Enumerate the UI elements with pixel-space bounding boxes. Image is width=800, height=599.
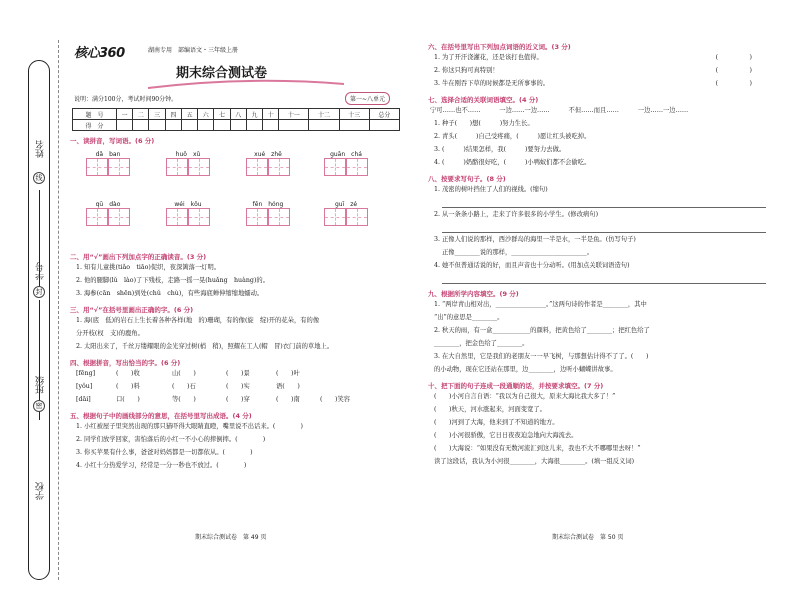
s7-line: 1. 种子( )想( )努力生长。	[434, 120, 534, 127]
pinyin-text: fēn hóng	[252, 201, 284, 208]
pinyin-grid	[66, 145, 406, 247]
writing-box[interactable]	[268, 208, 290, 226]
s3-line: 1. 海(底 低)的岩石上生长着各种各样(地 的)珊瑚，有的像(旋 绽)开的花朵，有的像	[76, 317, 320, 324]
section-10-title: 十、把下面的句子连成一段通顺的话，并按要求填空。(7 分)	[428, 382, 604, 390]
pinyin-text: qū dào	[95, 201, 121, 208]
pinyin-text: huǒ xǔ	[175, 151, 201, 158]
s2-line: 1. 知有儿童挑(tiǎo tiāo)促织，夜深篱落一灯明。	[76, 264, 221, 271]
writing-box[interactable]	[268, 158, 290, 176]
s8-line: 2. 从一条条小路上，走来了许多很多的小学生。(修改病句)	[434, 211, 599, 218]
pinyin-item	[86, 149, 130, 176]
s5-line: 4. 小红十分热爱学习，经常是一分一秒也不放过。( )	[76, 462, 247, 469]
pinyin-item	[166, 149, 210, 176]
score-table	[72, 108, 400, 131]
left-page-footer: 期末综合测试卷 第 49 页	[195, 534, 267, 541]
right-page-footer: 期末综合测试卷 第 50 页	[552, 534, 624, 541]
score-cell[interactable]	[149, 120, 165, 131]
writing-box[interactable]	[108, 158, 130, 176]
score-cell[interactable]	[339, 120, 369, 131]
score-header-cell: 题 号	[73, 109, 117, 120]
writing-box[interactable]	[346, 158, 368, 176]
writing-box[interactable]	[166, 208, 188, 226]
score-table-score-row	[73, 120, 400, 131]
s2-line: 2. 他的腿脚(lǔ lào)了下残枝，走路一摇一晃(huǎng huàng)的。	[76, 277, 270, 284]
score-cell[interactable]	[263, 120, 279, 131]
score-header-cell: 九	[246, 109, 262, 120]
score-header-cell: 十三	[339, 109, 369, 120]
score-header-cell: 三	[149, 109, 165, 120]
s4-pinyin: [dāi]	[76, 396, 91, 403]
score-cell[interactable]	[198, 120, 214, 131]
pinyin-item	[86, 199, 130, 226]
s3-line: 分开枝(杈 支)的鹿角。	[76, 330, 144, 337]
pinyin-text: guān chá	[330, 151, 362, 158]
s10-line: ( )小河自言自语：“我以为自己很大，原来大海比我大多了！”	[434, 393, 616, 400]
student-id-label: 学号	[36, 262, 46, 280]
pinyin-item	[324, 199, 368, 226]
s4-blank[interactable]: ( )景	[226, 370, 250, 377]
s3-line: 2. 太阳出来了，千丝万缕耀眼的金光穿过树(梢 稍)，照耀在工人(帽 冒)衣门前的草地上。	[76, 343, 334, 350]
s4-table	[66, 367, 406, 406]
score-header-cell: 十	[263, 109, 279, 120]
s6-line	[434, 64, 774, 77]
score-header-cell: 八	[230, 109, 246, 120]
s2-line: 3. 海参(cān shēn)到处(chǔ chù)，有些海底蝉伸缩缩地蠕动。	[76, 290, 264, 297]
section-1-title: 一、读拼音，写词语。(6 分)	[70, 137, 155, 145]
s4-pinyin: [yǒu]	[76, 383, 93, 390]
score-header-cell: 四	[165, 109, 181, 120]
score-cell[interactable]	[246, 120, 262, 131]
pinyin-item	[324, 149, 368, 176]
pinyin-item	[246, 149, 290, 176]
s10-line: ( )小河很骄傲，它日日夜夜迫急地向大海流去。	[434, 432, 578, 439]
pinyin-item	[246, 199, 290, 226]
s10-line: 读了这段话，我认为小河很________，大海很________。(填一组反义词)	[434, 458, 635, 465]
page-title: 期末综合测试卷	[176, 66, 268, 81]
school-label: 学校	[36, 482, 46, 500]
s6-text: 1. 为了开汗浇灌花，还是该打也值得。	[434, 54, 543, 61]
pinyin-item	[166, 199, 210, 226]
writing-box[interactable]	[188, 208, 210, 226]
score-cell[interactable]	[181, 120, 197, 131]
answer-line[interactable]	[442, 221, 766, 233]
score-header-cell: 总分	[369, 109, 399, 120]
s10-line: ( )河到了大海，他来到了不知道的地方。	[434, 419, 559, 426]
s4-blank[interactable]: ( )石	[172, 383, 196, 390]
s7-line: 2. 青头( )自己受疼痛，( )愿让红头被吃掉。	[434, 133, 591, 140]
s7-options: 宁可……也不…… 一边……一边…… 不但……而且…… 一边……一边……	[430, 107, 689, 114]
answer-paren[interactable]: ( )	[715, 80, 752, 87]
section-4-title: 四、根据拼音，写出恰当的字。(6 分)	[70, 359, 181, 367]
answer-paren[interactable]: ( )	[715, 67, 752, 74]
s4-blank[interactable]: ( )笑容	[320, 396, 351, 403]
score-header-cell: 二	[133, 109, 149, 120]
writing-box[interactable]	[324, 208, 346, 226]
s10-line: ( )大海说：“如果没有无数河流汇到这儿来，我也不大不哪哪里去呀！”	[434, 445, 641, 452]
s5-line: 3. 你买苹果有什么事，爸爸对妈妈都是一切都依从。( )	[76, 449, 253, 456]
s4-row	[76, 367, 406, 380]
answer-paren[interactable]: ( )	[715, 54, 752, 61]
score-cell[interactable]	[279, 120, 309, 131]
writing-box[interactable]	[86, 158, 108, 176]
pinyin-text: xué zhě	[254, 151, 282, 158]
s8-line: 正像________说的那样，________________________。	[442, 249, 594, 256]
s8-line: 3. 正像人们说的那样，西沙群岛的海里一半是水，一半是鱼。(仿写句子)	[434, 236, 636, 243]
score-cell[interactable]	[214, 120, 230, 131]
section-7-title: 七、选择合适的关联词语填空。(4 分)	[428, 96, 539, 104]
writing-box[interactable]	[86, 208, 108, 226]
section-6-title: 六、在括号里写出下列加点词语的近义词。(3 分)	[428, 43, 571, 51]
s4-blank[interactable]: ( )料	[116, 383, 140, 390]
s4-blank[interactable]: ( )穿	[226, 396, 250, 403]
score-cell[interactable]	[165, 120, 181, 131]
score-cell[interactable]	[369, 120, 399, 131]
section-2-title: 二、用“√”画出下列加点字的正确读音。(3 分)	[70, 253, 207, 261]
score-header-cell: 七	[214, 109, 230, 120]
section-9-title: 九、根据所学内容填空。(9 分)	[428, 290, 519, 298]
section-8-title: 八、按要求写句子。(8 分)	[428, 175, 506, 183]
seal-mark: 线	[33, 172, 45, 184]
s4-blank[interactable]: ( )南	[276, 396, 300, 403]
exam-note: 说明：满分100分，考试时间90分钟。	[74, 96, 178, 103]
score-header-cell: 一	[117, 109, 133, 120]
score-cell[interactable]	[133, 120, 149, 131]
s6-line	[434, 77, 774, 90]
cut-line	[58, 40, 59, 580]
section-3-title: 三、用“√”在括号里画出正确的字。(6 分)	[70, 306, 194, 314]
s9-line: ________，把金色给了________。	[434, 340, 529, 347]
s6-line	[434, 51, 774, 64]
pinyin-text: dǎ ban	[95, 151, 121, 158]
score-header-cell: 六	[198, 109, 214, 120]
score-cell[interactable]	[309, 120, 339, 131]
writing-box[interactable]	[346, 208, 368, 226]
right-page	[424, 40, 774, 468]
writing-box[interactable]	[166, 158, 188, 176]
writing-box[interactable]	[246, 158, 268, 176]
name-label: 姓名	[36, 140, 46, 158]
left-page	[66, 40, 406, 472]
s9-line: 3. 在大自然里，它是我们的老朋友一一早飞树，与那想估计得不了了。( )	[434, 353, 649, 360]
score-header-cell: 十一	[279, 109, 309, 120]
s5-line: 2. 同学们放学回家，害怕落后的小红一不小心的摔倒摔。( )	[76, 436, 266, 443]
score-table-header-row	[73, 109, 400, 120]
s4-blank[interactable]: 语( )	[276, 383, 300, 390]
s4-blank[interactable]: 口( )	[116, 396, 140, 403]
s8-line: 1. 茂密的树叶挡住了人们的视线。(缩句)	[434, 186, 548, 193]
score-cell[interactable]	[117, 120, 133, 131]
brand-logo: 核心360	[74, 46, 125, 61]
answer-line[interactable]	[442, 272, 766, 284]
s4-blank[interactable]: ( )实	[226, 383, 250, 390]
pinyin-text: wéi kǒu	[174, 201, 202, 208]
s4-row	[76, 380, 406, 393]
class-label: 班级	[36, 376, 46, 394]
s9-line: 1. “两岸青山相对出，________________。”这两句诗的作者是________，其中	[434, 301, 647, 308]
s8-line: 4. 她不但普通话说的好，而且声音也十分动听。(用加点关联词语造句)	[434, 262, 630, 269]
writing-box[interactable]	[324, 158, 346, 176]
s4-pinyin: [fēng]	[76, 370, 96, 377]
seal-mark: 密	[33, 400, 45, 412]
answer-line[interactable]	[442, 196, 766, 208]
score-header-cell: 五	[181, 109, 197, 120]
s10-line: ( )秋天，河水涨起来，河面变宽了。	[434, 406, 546, 413]
score-cell[interactable]	[230, 120, 246, 131]
s4-blank[interactable]: ( )叶	[276, 370, 300, 377]
section-5-title: 五、根据句子中的画线部分的意思，在括号里写出成语。(4 分)	[70, 412, 252, 420]
s4-row	[76, 393, 406, 406]
s4-blank[interactable]: ( )收	[116, 370, 140, 377]
writing-box[interactable]	[108, 208, 130, 226]
unit-tag: 第一~八单元	[345, 92, 390, 105]
s7-line: 4. ( )奶酪很好吃，( )小鸭蚁们都不会偷吃。	[434, 159, 591, 166]
score-header-cell: 十二	[309, 109, 339, 120]
seal-mark: 封	[33, 286, 45, 298]
s4-blank[interactable]: 山( )	[172, 370, 196, 377]
s4-blank[interactable]: 等( )	[172, 396, 196, 403]
score-row-label: 得 分	[73, 120, 117, 131]
s6-text: 3. 牛在刚吞下草的时候都是无所事事的。	[434, 80, 550, 87]
s9-line: 2. 秋天的雨，有一盒____________的颜料，把黄色给了________；把红色给了	[434, 327, 650, 334]
s5-line: 1. 小红被屋子里突然出现的那只猫吓得大眼睛直瞪，嘴里说不出话来。( )	[76, 423, 304, 430]
s9-line: “出”的意思是________。	[434, 314, 504, 321]
s6-text: 2. 你这只狗可真特别！	[434, 67, 499, 74]
pinyin-text: guī zé	[334, 201, 358, 208]
brand-meta: 湖南专用 部编语文・三年级上册	[148, 47, 239, 54]
writing-box[interactable]	[188, 158, 210, 176]
title-swoosh-decoration	[146, 78, 346, 90]
writing-box[interactable]	[246, 208, 268, 226]
s7-line: 3. ( )结果怎样，我( )要努力去做。	[434, 146, 566, 153]
s9-line: 的小动物，现在它还站在那里，边________，边听小蝴蝶讲故事。	[434, 366, 617, 373]
